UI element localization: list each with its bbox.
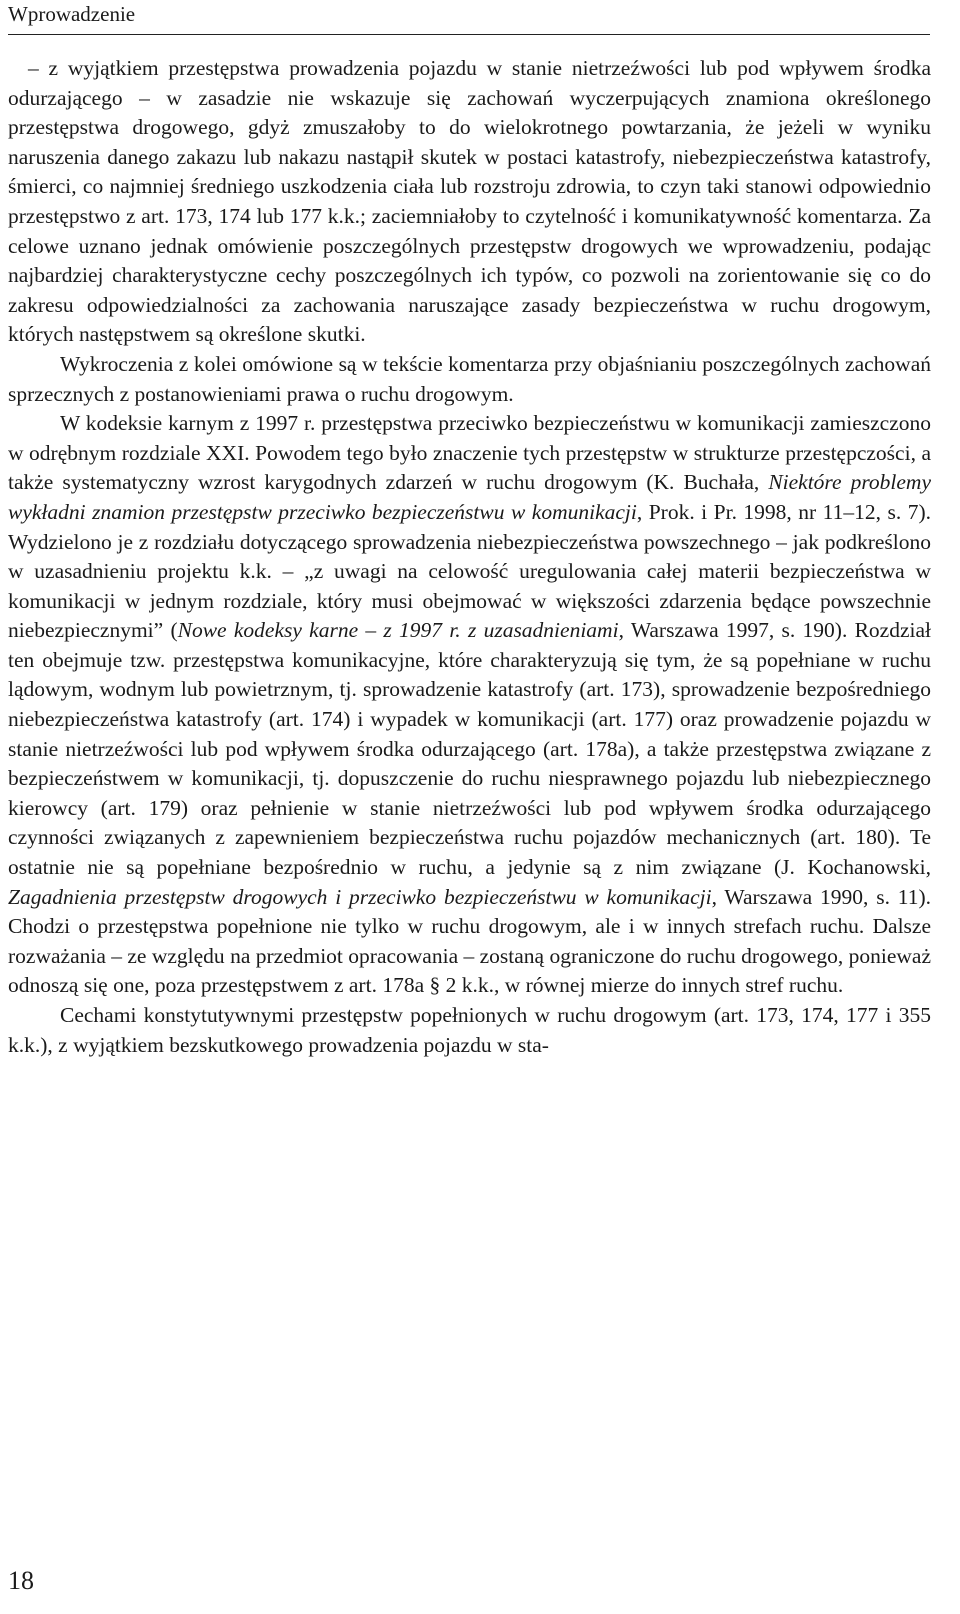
citation-title: Zagadnienia przestępstw drogowych i przeciwko bezpieczeństwu w komunikacji bbox=[8, 884, 712, 909]
text-segment: , Warszawa 1990, s. 11). Chodzi o przestępstwa popełnione nie tylko w ruchu drogowym, ale i w innych strefach ruchu. Dalsze rozważania – ze względu na przedmiot opracowania – zostaną ograniczone do ruchu drogowego, ponieważ odnoszą się one, poza przestępstwem z art. 178a § 2 k.k., w równej mierze do innych stref ruchu. bbox=[8, 884, 932, 998]
running-header bbox=[8, 0, 930, 35]
citation-title: Niektóre problemy wykładni znamion przestępstw przeciwko bezpieczeństwu w komunikacji bbox=[8, 470, 931, 524]
paragraph bbox=[8, 409, 931, 1001]
paragraph bbox=[8, 54, 931, 350]
text-segment: Cechami konstytutywnymi przestępstw popełnionych w ruchu drogowym (art. 173, 174, 177 i 355 k.k.), z wyjątkiem bezskutkowego prowadzenia pojazdu w sta- bbox=[8, 1003, 931, 1057]
text-segment: W kodeksie karnym z 1997 r. przestępstwa przeciwko bezpieczeństwu w komunikacji zamieszczono w odrębnym rozdziale XXI. Powodem tego było znaczenie tych przestępstw w strukturze przestępczości, a także systematyczny wzrost karygodnych zdarzeń w ruchu drogowym (K. Buchała, bbox=[8, 411, 931, 495]
body-text bbox=[8, 54, 931, 1060]
paragraph bbox=[8, 1001, 931, 1060]
text-segment: Wykroczenia z kolei omówione są w tekście komentarza przy objaśnianiu poszczególnych zachowań sprzecznych z postanowieniami prawa o ruchu drogowym. bbox=[8, 351, 931, 406]
citation-title: Nowe kodeksy karne – z 1997 r. z uzasadnieniami bbox=[177, 618, 619, 643]
page-number: 18 bbox=[8, 1566, 34, 1595]
text-segment: , Prok. i Pr. 1998, nr 11–12, s. 7). Wydzielono je z rozdziału dotyczącego sprowadzenia niebezpieczeństwa powszechnego – jak podkreślono w uzasadnieniu projektu k.k. – „z uwagi na celowość uregulowania całej materii bezpieczeństwa w komunikacji w jednym rozdziale, który musi obejmować w większości zdarzenia będące powszechnie niebezpiecznymi” ( bbox=[8, 499, 931, 643]
text-segment: – z wyjątkiem przestępstwa prowadzenia pojazdu w stanie nietrzeźwości lub pod wpływem środka odurzającego – w zasadzie nie wskazuje się zachowań wyczerpujących znamiona określonego przestępstwa drogowego, gdyż zmuszałoby to do wielokrotnego powtarzania, że jeżeli w wyniku naruszenia danego zakazu lub nakazu nastąpił skutek w postaci katastrofy, niebezpieczeństwa katastrofy, śmierci, co najmniej średniego uszkodzenia ciała lub rozstroju zdrowia, to czyn taki stanowi odpowiednio przestępstwo z art. 173, 174 lub 177 k.k.; zaciemniałoby to czytelność i komunikatywność komentarza. Za celowe uznano jednak omówienie poszczególnych przestępstw drogowych we wprowadzeniu, podając najbardziej charakterystyczne cechy poszczególnych ich typów, co pozwoli na zorientowanie się co do zakresu odpowiedzialności za zachowania naruszające zasady bezpieczeństwa w ruchu drogowym, których następstwem są określone skutki. bbox=[8, 56, 931, 347]
paragraph bbox=[8, 350, 931, 409]
text-segment: , Warszawa 1997, s. 190). Rozdział ten obejmuje tzw. przestępstwa komunikacyjne, które charakteryzują się tym, że są popełniane w ruchu lądowym, wodnym lub powietrznym, tj. sprowadzenie katastrofy (art. 173), sprowadzenie bezpośredniego niebezpieczeństwa katastrofy (art. 174) i wypadek w komunikacji (art. 177) oraz prowadzenie pojazdu w stanie nietrzeźwości lub pod wpływem środka odurzającego (art. 178a), a także przestępstwa związane z bezpieczeństwem w komunikacji, tj. dopuszczenie do ruchu niesprawnego pojazdu lub niebezpiecznego kierowcy (art. 179) oraz pełnienie w stanie nietrzeźwości lub pod wpływem środka odurzającego czynności związanych z zapewnieniem bezpieczeństwa ruchu pojazdów mechanicznych (art. 180). Te ostatnie nie są popełniane bezpośrednio w ruchu, a jedynie są z nim związane (J. Kochanowski, bbox=[8, 618, 932, 880]
header-title: Wprowadzenie bbox=[8, 2, 136, 26]
